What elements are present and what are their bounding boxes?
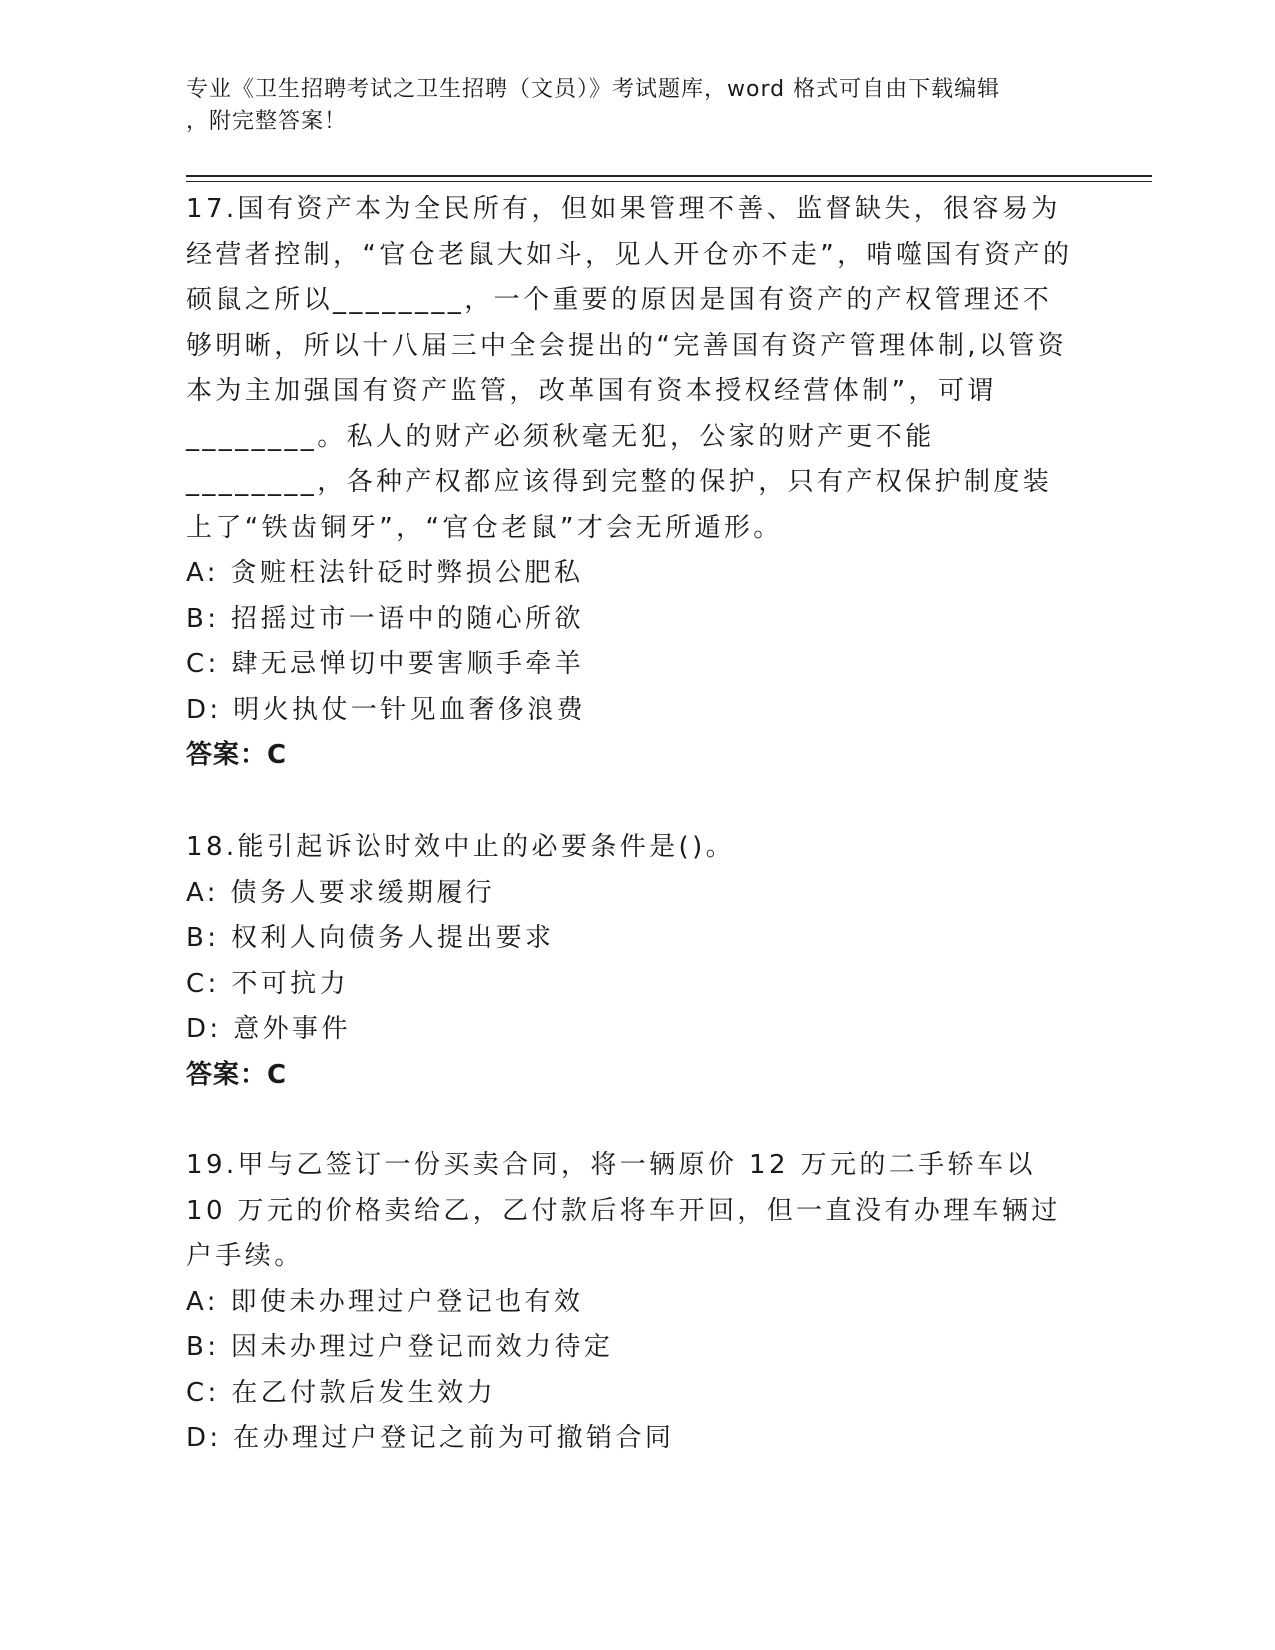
option-a: A: 贪赃枉法针砭时弊损公肥私 bbox=[186, 558, 584, 588]
question-stem: 18.能引起诉讼时效中止的必要条件是()。 bbox=[186, 832, 736, 862]
question-stem: 17.国有资产本为全民所有，但如果管理不善、监督缺失，很容易为经营者控制，“官仓老鼠大如斗，见人开仓亦不走”，啃噬国有资产的硕鼠之所以________，一个重要的原因是国有资产的产权管理还不够明晰，所以十八届三中全会提出的“完善国有资产管理体制,以管资本为主加强国有资产监管，改革国有资本授权经营体制”，可谓________。私人的财产必须秋毫无犯，公家的财产更不能________，各种产权都应该得到完整的保护，只有产权保护制度装上了“铁齿铜牙”，“官仓老鼠”才会无所遁形。 bbox=[186, 194, 1073, 543]
header-rule-thick bbox=[186, 175, 1152, 177]
option-d: D: 在办理过户登记之前为可撤销合同 bbox=[186, 1423, 675, 1453]
question-stem: 19.甲与乙签订一份买卖合同，将一辆原价 12 万元的二手轿车以 10 万元的价格卖给乙，乙付款后将车开回，但一直没有办理车辆过户手续。 bbox=[186, 1150, 1061, 1271]
question-18 bbox=[186, 825, 1076, 1098]
option-d: D: 明火执仗一针见血奢侈浪费 bbox=[186, 694, 587, 725]
header-line-2: ，附完整答案！ bbox=[186, 109, 348, 134]
option-c: C: 不可抗力 bbox=[186, 968, 349, 999]
option-b: B: 因未办理过户登记而效力待定 bbox=[186, 1332, 614, 1362]
document-header bbox=[186, 74, 1066, 138]
option-a: A: 即使未办理过户登记也有效 bbox=[186, 1286, 584, 1317]
header-rule-thin bbox=[186, 181, 1152, 182]
answer: 答案：C bbox=[186, 740, 288, 770]
option-c: C: 肆无忌惮切中要害顺手牵羊 bbox=[186, 649, 585, 679]
option-a: A: 债务人要求缓期履行 bbox=[186, 877, 496, 908]
header-line-1: 专业《卫生招聘考试之卫生招聘（文员）》考试题库，word 格式可自由下载编辑 bbox=[186, 77, 1001, 102]
option-b: B: 权利人向债务人提出要求 bbox=[186, 923, 555, 953]
option-b: B: 招摇过市一语中的随心所欲 bbox=[186, 603, 584, 634]
question-19 bbox=[186, 1143, 1076, 1462]
option-c: C: 在乙付款后发生效力 bbox=[186, 1377, 496, 1408]
answer: 答案：C bbox=[186, 1059, 288, 1090]
question-17 bbox=[186, 187, 1076, 779]
option-d: D: 意外事件 bbox=[186, 1014, 351, 1044]
